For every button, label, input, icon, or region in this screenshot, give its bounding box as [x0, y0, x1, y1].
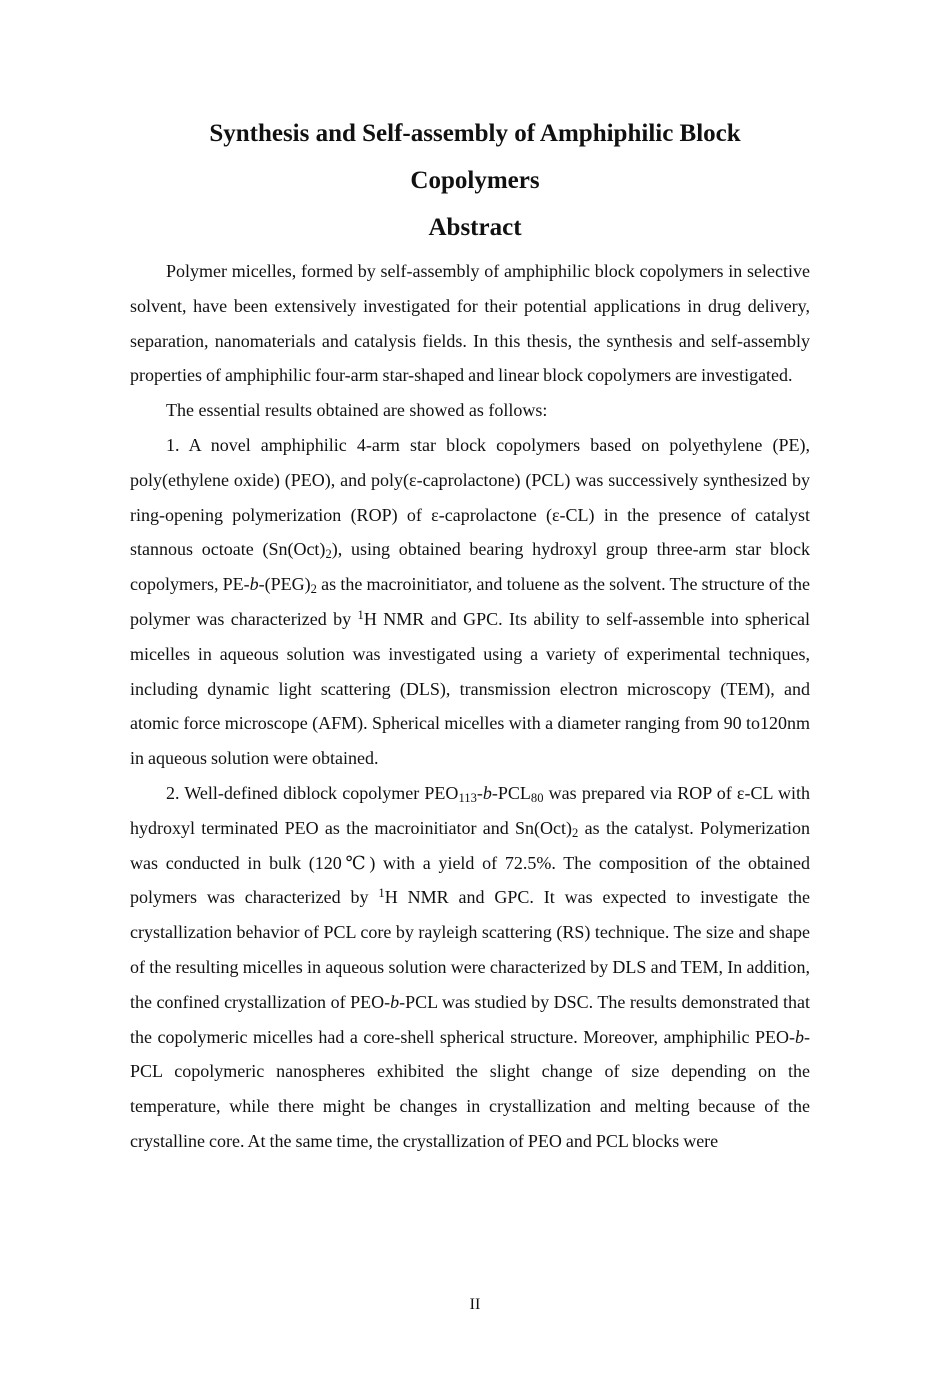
paragraph-result-2: [130, 776, 810, 1159]
title-line-2: Copolymers: [410, 167, 540, 194]
paragraph-results-lead: The essential results obtained are showed as follows:: [166, 400, 548, 421]
italic-text: b: [249, 574, 259, 595]
text-segment: -: [476, 782, 483, 803]
page-number: II: [469, 1296, 481, 1313]
text-segment: -PCL was studied by DSC. The results demonstrated that the copolymeric micelles had a core-shell spherical structure. Moreover, amphiphilic PEO-: [130, 991, 810, 1047]
text-segment: ), using obtained bearing hydroxyl group three-arm star block copolymers, PE-: [130, 539, 811, 595]
text-segment: -PCL copolymeric nanospheres exhibited the slight change of size depending on the temperature, while there might be changes in crystallization and melting because of the crystalline core. At the same time, the crystallization of PEO and PCL blocks were: [130, 1026, 810, 1151]
title-line-1: Synthesis and Self-assembly of Amphiphilic Block: [209, 120, 741, 147]
italic-text: b: [482, 782, 492, 803]
subscript: 80: [530, 790, 544, 805]
subscript: 2: [325, 547, 332, 562]
paragraph-result-1: [130, 428, 810, 776]
text-segment: 1. A novel amphiphilic 4-arm star block copolymers based on polyethylene (PE), poly(ethylene oxide) (PEO), and poly(ε-caprolactone) (PCL) was successively synthesized by ring-opening polymerization (ROP) of ε-caprolactone (ε-CL) in the presence of catalyst stannous octoate (Sn(Oct): [130, 434, 810, 560]
subscript: 2: [310, 582, 317, 597]
paragraph-intro: Polymer micelles, formed by self-assembly of amphiphilic block copolymers in selective solvent, have been extensively investigated for their potential applications in drug delivery, separation, nanomaterials and catalysis fields. In this thesis, the synthesis and self-assembly properties of amphiphilic four-arm star-shaped and linear block copolymers are investigated.: [130, 261, 810, 386]
text-segment: H NMR and GPC. Its ability to self-assemble into spherical micelles in aqueous solution was investigated using a variety of experimental techniques, including dynamic light scattering (DLS), transmission electron microscopy (TEM), and atomic force microscope (AFM). Spherical micelles with a diameter ranging from 90 to120nm in aqueous solution were obtained.: [130, 608, 810, 769]
text-segment: -(PEG): [258, 574, 311, 595]
text-segment: 2. Well-defined diblock copolymer PEO: [166, 782, 459, 803]
text-segment: H NMR and GPC. It was expected to investigate the crystallization behavior of PCL core by rayleigh scattering (RS) technique. The size and shape of the resulting micelles in aqueous solution were characterized by DLS and TEM, In addition, the confined crystallization of PEO-: [130, 887, 810, 1012]
superscript: 1: [357, 607, 364, 622]
text-segment: as the macroinitiator, and toluene as the solvent. The structure of the polymer was characterized by: [130, 574, 810, 629]
subscript: 2: [572, 825, 579, 840]
italic-text: b: [795, 1026, 804, 1047]
subscript: 113: [458, 790, 477, 805]
text-segment: was prepared via ROP of ε-CL with hydroxyl terminated PEO as the macroinitiator and Sn(Oct): [130, 782, 811, 838]
abstract-body: [130, 254, 810, 1159]
abstract-heading: Abstract: [428, 214, 522, 241]
italic-text: b: [390, 991, 400, 1012]
text-segment: -PCL: [491, 782, 531, 803]
text-segment: as the catalyst. Polymerization was conducted in bulk (120℃) with a yield of 72.5%. The composition of the obtained polymers was characterized by: [130, 817, 811, 908]
superscript: 1: [378, 886, 385, 901]
